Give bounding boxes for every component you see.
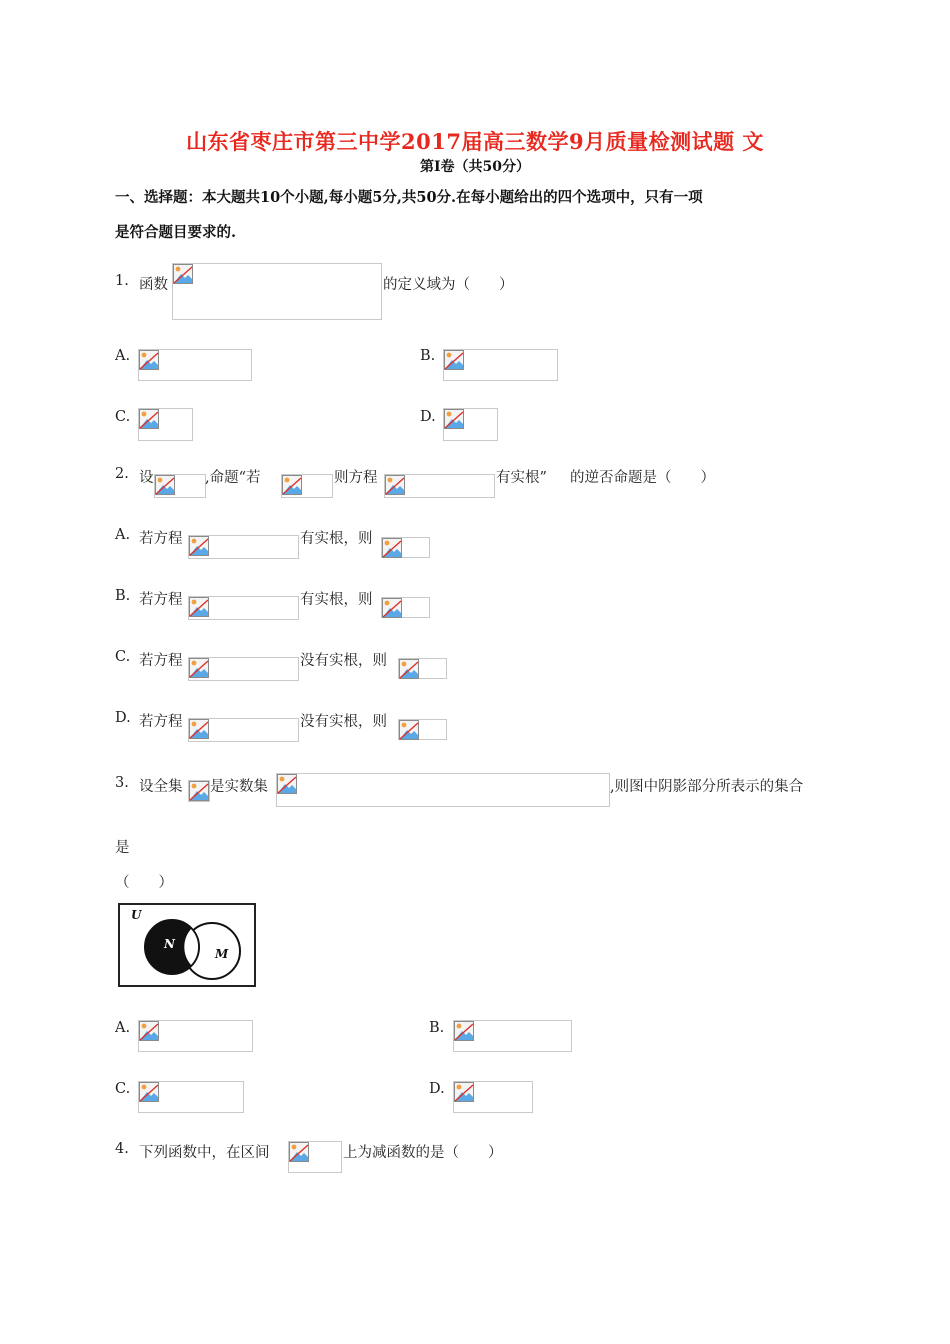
option-label-b: B. [429,1020,445,1036]
option-text: 若方程 [139,531,183,547]
option-text: 没有实根，则 [300,653,387,669]
formula-image [188,535,299,559]
formula-image [188,596,299,620]
venn-diagram [118,903,256,987]
broken-image-icon [444,409,464,429]
formula-image [453,1081,533,1113]
formula-image [188,780,210,802]
option-label-c: C. [115,409,131,425]
broken-image-icon [139,350,159,370]
formula-image [281,474,333,498]
broken-image-icon [454,1082,474,1102]
broken-image-icon [139,1082,159,1102]
option-text: 若方程 [139,714,183,730]
question-number: 3. [115,775,129,791]
option-label-d: D. [429,1081,445,1097]
broken-image-icon [444,350,464,370]
question-text: 设全集 [139,779,183,795]
broken-image-icon [277,774,297,794]
formula-image [288,1141,342,1173]
question-text: 上为减函数的是（ ） [343,1145,503,1161]
formula-image [138,1081,244,1113]
formula-image [384,474,495,498]
document-title: 山东省枣庄市第三中学2017届高三数学9月质量检测试题 文 [186,129,764,154]
formula-image [453,1020,572,1052]
formula-image [381,597,430,618]
option-label-d: D. [420,409,436,425]
formula-image [172,263,382,320]
option-label-a: A. [115,527,131,543]
question-text: 设 [139,470,154,486]
formula-image [188,657,299,681]
question-text: 函数 [139,277,168,293]
broken-image-icon [173,264,193,284]
section-instruction-line2: 是符合题目要求的. [115,224,237,241]
formula-image [443,349,558,381]
formula-image [381,537,430,558]
question-text: 则方程 [334,470,378,486]
option-label-c: C. [115,649,131,665]
formula-image [443,408,498,441]
formula-image [138,349,252,381]
broken-image-icon [382,538,402,558]
option-label-a: A. [115,348,131,364]
formula-image [138,1020,253,1052]
answer-parentheses: （ ） [115,875,173,891]
question-text: ,则图中阴影部分所表示的集合 [610,779,804,795]
broken-image-icon [454,1021,474,1041]
formula-image [398,658,447,679]
option-text: 有实根，则 [300,531,373,547]
option-text: 有实根，则 [300,592,373,608]
question-number: 4. [115,1141,129,1157]
option-label-c: C. [115,1081,131,1097]
broken-image-icon [189,658,209,678]
option-text: 若方程 [139,653,183,669]
broken-image-icon [155,475,175,495]
question-number: 1. [115,273,129,289]
broken-image-icon [189,781,209,801]
section-instruction-line1: 一、选择题：本大题共10个小题,每小题5分,共50分.在每小题给出的四个选项中，只有一项 [115,189,703,206]
option-text: 若方程 [139,592,183,608]
option-text: 没有实根，则 [300,714,387,730]
broken-image-icon [189,597,209,617]
broken-image-icon [189,536,209,556]
option-label-a: A. [115,1020,131,1036]
document-subtitle: 第I卷（共50分） [419,159,531,175]
formula-image [188,718,299,742]
option-label-b: B. [115,588,131,604]
question-text: 的定义域为（ ） [383,277,514,293]
venn-label-m: M [215,947,229,961]
formula-image [398,719,447,740]
question-text: 有实根” [496,470,547,486]
venn-label-n: N [164,937,175,951]
question-text: ,命题“若 [205,470,261,486]
broken-image-icon [382,598,402,618]
question-text: 下列函数中，在区间 [139,1145,270,1161]
question-text: 是实数集 [210,779,268,795]
option-label-d: D. [115,710,131,726]
broken-image-icon [139,409,159,429]
question-text: 的逆否命题是（ ） [570,470,715,486]
formula-image [138,408,193,441]
option-label-b: B. [420,348,436,364]
formula-image [276,773,610,807]
broken-image-icon [189,719,209,739]
question-number: 2. [115,466,129,482]
formula-image [154,474,206,498]
broken-image-icon [399,720,419,740]
broken-image-icon [385,475,405,495]
broken-image-icon [289,1142,309,1162]
broken-image-icon [282,475,302,495]
broken-image-icon [139,1021,159,1041]
broken-image-icon [399,659,419,679]
venn-label-u: U [131,908,142,922]
question-text: 是 [115,840,130,856]
